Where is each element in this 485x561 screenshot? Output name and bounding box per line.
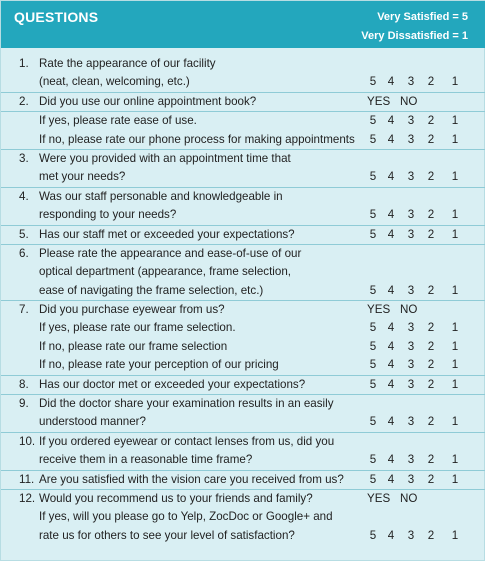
rating-option[interactable]: 1 [451,377,459,391]
rating-option[interactable]: 1 [451,114,459,128]
rating-option[interactable]: 3 [407,170,415,184]
rating-option[interactable]: 4 [387,358,395,372]
rating-option[interactable]: 2 [427,132,435,146]
rating-option[interactable]: 3 [407,208,415,222]
question-row [1,471,485,490]
question-row [1,150,485,168]
no-option[interactable]: NO [400,94,418,108]
question-row [1,433,485,451]
question-row [1,245,485,263]
question-row [1,112,485,130]
rating-option[interactable]: 2 [427,472,435,486]
rating-option[interactable]: 5 [369,208,377,222]
rating-option[interactable]: 5 [369,283,377,297]
table-header [1,1,485,48]
rating-option[interactable]: 4 [387,339,395,353]
rating-option[interactable]: 5 [369,358,377,372]
question-row [1,413,485,432]
rating-option[interactable]: 5 [369,415,377,429]
question-number: 5. [19,227,29,241]
question-text: If no, please rate our phone process for making appointments [39,132,355,146]
rating-option[interactable]: 3 [407,472,415,486]
rating-option[interactable]: 2 [427,377,435,391]
rating-option[interactable]: 1 [451,75,459,89]
rating-option[interactable]: 1 [451,227,459,241]
rating-option[interactable]: 2 [427,283,435,297]
question-row [1,188,485,206]
question-text: Has our doctor met or exceeded your expectations? [39,377,306,391]
question-text: responding to your needs? [39,208,177,222]
rating-option[interactable]: 4 [387,227,395,241]
question-number: 2. [19,94,29,108]
rating-option[interactable]: 5 [369,321,377,335]
rating-option[interactable]: 3 [407,453,415,467]
question-text: If yes, will you please go to Yelp, ZocDoc or Google+ and [39,510,333,524]
rating-option[interactable]: 3 [407,339,415,353]
question-row [1,226,485,245]
rating-option[interactable]: 2 [427,227,435,241]
question-number: 8. [19,377,29,391]
rating-option[interactable]: 4 [387,321,395,335]
no-option[interactable]: NO [400,303,418,317]
question-text: optical department (appearance, frame selection, [39,265,291,279]
question-text: Did the doctor share your examination results in an easily [39,397,334,411]
question-text: If no, please rate your perception of our pricing [39,358,279,372]
question-text: (neat, clean, welcoming, etc.) [39,75,190,89]
rating-option[interactable]: 3 [407,528,415,542]
rating-option[interactable]: 4 [387,528,395,542]
question-text: Was our staff personable and knowledgeable in [39,189,283,203]
rating-option[interactable]: 5 [369,227,377,241]
question-row [1,527,485,545]
rating-option[interactable]: 3 [407,283,415,297]
rating-option[interactable]: 2 [427,170,435,184]
rating-option[interactable]: 2 [427,114,435,128]
rating-option[interactable]: 4 [387,377,395,391]
question-text: Were you provided with an appointment time that [39,151,291,165]
question-text: rate us for others to see your level of satisfaction? [39,528,295,542]
rating-option[interactable]: 2 [427,453,435,467]
rating-option[interactable]: 4 [387,415,395,429]
rating-option[interactable]: 1 [451,339,459,353]
question-row [1,356,485,375]
rating-option[interactable]: 5 [369,472,377,486]
question-text: Did you use our online appointment book? [39,94,257,108]
question-row [1,263,485,281]
yes-no-choice[interactable] [367,93,418,111]
rating-option[interactable]: 4 [387,114,395,128]
rating-option[interactable]: 4 [387,170,395,184]
rating-option[interactable]: 2 [427,208,435,222]
rating-option[interactable]: 5 [369,75,377,89]
question-text: Did you purchase eyewear from us? [39,303,225,317]
question-list [1,55,485,545]
question-number: 11. [19,472,35,486]
rating-option[interactable]: 3 [407,358,415,372]
scale-high-label: Very Satisfied = 5 [377,11,468,23]
question-row [1,490,485,508]
question-number: 12. [19,491,36,505]
rating-option[interactable]: 5 [369,170,377,184]
rating-option[interactable]: 2 [427,321,435,335]
question-row [1,508,485,526]
yes-option[interactable]: YES [367,491,391,505]
question-row [1,131,485,150]
rating-option[interactable]: 2 [427,75,435,89]
rating-option[interactable]: 3 [407,227,415,241]
rating-option[interactable]: 4 [387,283,395,297]
question-row [1,73,485,92]
question-text: If no, please rate our frame selection [39,339,228,353]
rating-option[interactable]: 1 [451,170,459,184]
question-text: If you ordered eyewear or contact lenses from us, did you [39,434,335,448]
question-row [1,395,485,413]
question-row [1,168,485,187]
scale-low-label: Very Dissatisfied = 1 [361,30,468,42]
rating-option[interactable]: 3 [407,377,415,391]
rating-option[interactable]: 2 [427,528,435,542]
rating-option[interactable]: 1 [451,453,459,467]
question-row [1,93,485,112]
question-text: receive them in a reasonable time frame? [39,453,253,467]
question-text: Has our staff met or exceeded your expectations? [39,227,295,241]
yes-option[interactable]: YES [367,303,391,317]
question-number: 4. [19,189,29,203]
rating-option[interactable]: 3 [407,415,415,429]
question-number: 1. [19,57,29,70]
question-text: If yes, please rate ease of use. [39,114,197,128]
question-row [1,451,485,470]
rating-option[interactable]: 5 [369,377,377,391]
questions-title: QUESTIONS [14,9,99,25]
question-row [1,301,485,319]
yes-no-choice[interactable] [367,490,418,508]
rating-option[interactable]: 2 [427,339,435,353]
question-number: 3. [19,151,29,165]
rating-option[interactable]: 5 [369,528,377,542]
rating-option[interactable]: 5 [369,339,377,353]
question-row [1,376,485,395]
question-text: If yes, please rate our frame selection. [39,321,236,335]
question-number: 10. [19,434,36,448]
rating-option[interactable]: 5 [369,453,377,467]
question-text: ease of navigating the frame selection, etc.) [39,283,264,297]
rating-option[interactable]: 4 [387,208,395,222]
rating-option[interactable]: 5 [369,132,377,146]
rating-option[interactable]: 4 [387,472,395,486]
question-number: 6. [19,246,29,260]
question-text: Would you recommend us to your friends and family? [39,491,313,505]
rating-option[interactable]: 1 [451,528,459,542]
rating-option[interactable]: 3 [407,321,415,335]
no-option[interactable]: NO [400,491,418,505]
question-text: understood manner? [39,415,146,429]
question-text: Please rate the appearance and ease-of-use of our [39,246,302,260]
rating-option[interactable]: 4 [387,453,395,467]
question-text: met your needs? [39,170,126,184]
rating-option[interactable]: 1 [451,472,459,486]
question-number: 9. [19,397,29,411]
rating-option[interactable]: 1 [451,208,459,222]
rating-option[interactable]: 3 [407,75,415,89]
question-row [1,282,485,301]
rating-option[interactable]: 4 [387,132,395,146]
question-text: Rate the appearance of our facility [39,57,216,70]
rating-option[interactable]: 3 [407,114,415,128]
rating-option[interactable]: 2 [427,358,435,372]
question-row [1,206,485,225]
yes-option[interactable]: YES [367,94,391,108]
rating-option[interactable]: 4 [387,75,395,89]
rating-option[interactable]: 1 [451,132,459,146]
rating-option[interactable]: 1 [451,283,459,297]
rating-option[interactable]: 5 [369,114,377,128]
rating-option[interactable]: 2 [427,415,435,429]
question-row [1,319,485,337]
question-number: 7. [19,303,29,317]
rating-option[interactable]: 1 [451,321,459,335]
question-row [1,55,485,73]
question-text: Are you satisfied with the vision care you received from us? [39,472,344,486]
rating-option[interactable]: 1 [451,415,459,429]
rating-option[interactable]: 1 [451,358,459,372]
rating-option[interactable]: 3 [407,132,415,146]
yes-no-choice[interactable] [367,301,418,319]
question-row [1,338,485,356]
